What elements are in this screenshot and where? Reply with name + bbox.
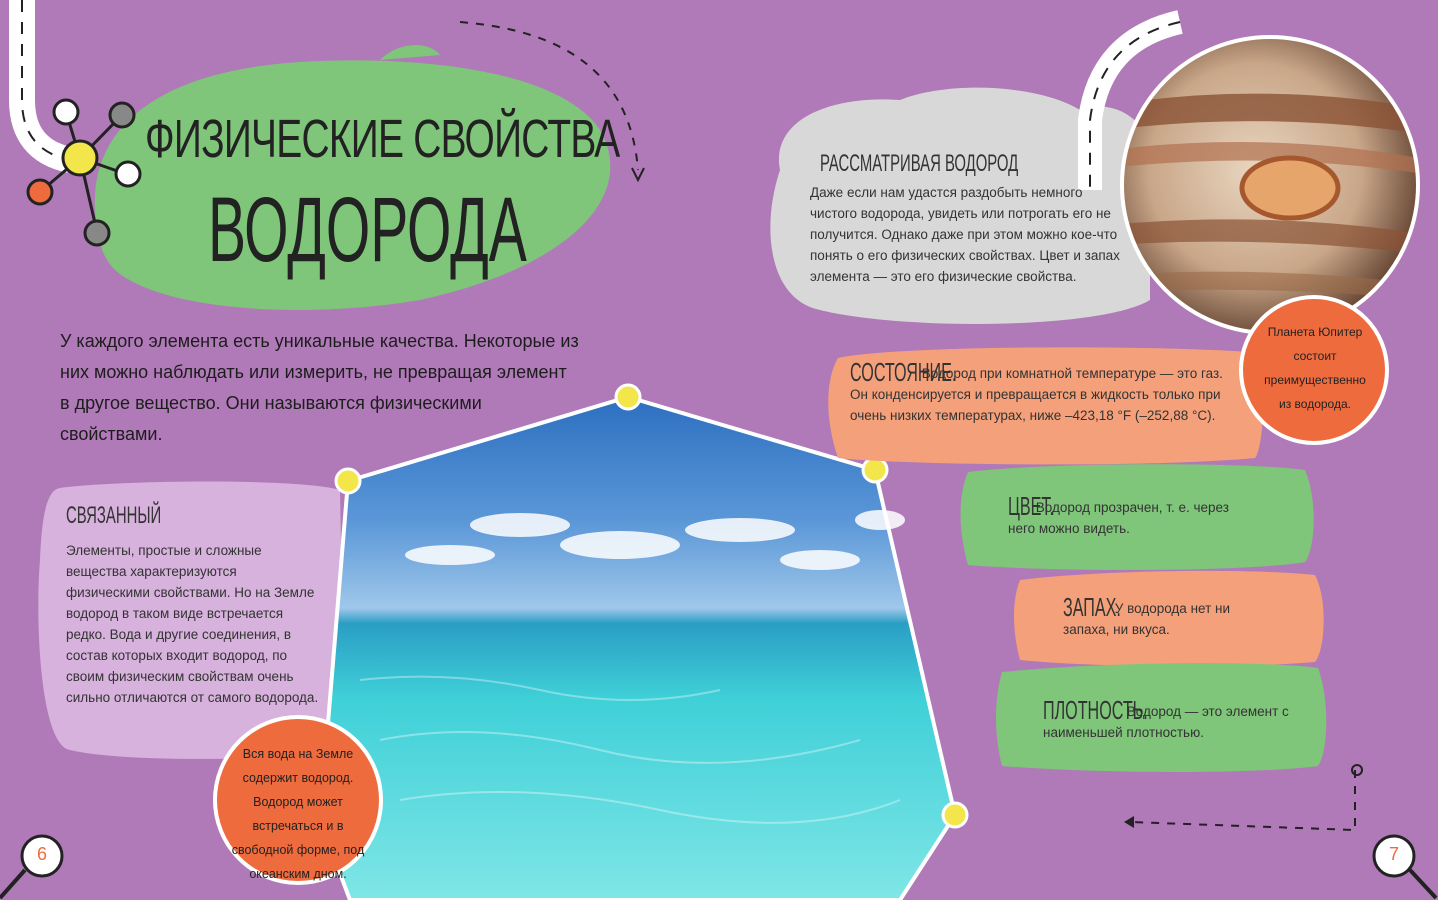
smell-heading: ЗАПАХ. <box>1063 592 1121 622</box>
state-text: Водород при комнатной температуре — это газ. Он конденсируется и превращается в жидкость только при очень низких температурах, ниже –423,18 °F (–252,88 °C). <box>850 366 1223 423</box>
state-heading: СОСТОЯНИЕ. <box>850 357 957 387</box>
considering-heading: РАССМАТРИВАЯ ВОДОРОД <box>820 150 1019 177</box>
considering-section <box>810 150 1130 287</box>
page-title-line1: ФИЗИЧЕСКИЕ СВОЙСТВА <box>145 109 620 169</box>
road-left <box>22 0 70 160</box>
density-section <box>1043 695 1318 743</box>
density-text: Водород — это элемент с наименьшей плотностью. <box>1043 704 1289 740</box>
page-number-right: 7 <box>1388 844 1399 864</box>
density-heading: ПЛОТНОСТЬ. <box>1043 695 1148 725</box>
smell-text: У водорода нет ни запаха, ни вкуса. <box>1063 601 1231 637</box>
page-title-line2: ВОДОРОДА <box>208 179 527 281</box>
color-heading: ЦВЕТ. <box>1008 491 1054 521</box>
jupiter-photo <box>1110 37 1430 333</box>
bound-text: Элементы, простые и сложные вещества характеризуются физическими свойствами. Но на Земле водород в таком виде встречается редко. Вода и другие соединения, в состав которых входит водород, по своим физическим свойствам очень сильно отличаются от самого водорода. <box>66 543 319 705</box>
intro-text: У каждого элемента есть уникальные качества. Некоторые из них можно наблюдать или измерить, не превращая элемент в другое вещество. Они называются физическими свойствами. <box>60 331 579 444</box>
smell-section <box>1063 592 1273 640</box>
jupiter-bubble-text: Планета Юпитер состоит преимущественно из водорода. <box>1264 325 1366 411</box>
water-bubble-text: Вся вода на Земле содержит водород. Водород может встречаться и в свободной форме, под океанским дном. <box>231 747 365 881</box>
considering-text: Даже если нам удастся раздобыть немного чистого водорода, увидеть или потрогать его не получится. Однако даже при этом можно кое-что понять о его физических свойствах. Цвет и запах элемента — это его физические свойства. <box>810 185 1120 284</box>
bound-heading: СВЯЗАННЫЙ <box>66 502 162 529</box>
bound-section <box>66 502 321 708</box>
ocean-photo <box>320 397 955 900</box>
color-text: Водород прозрачен, т. е. через него можно видеть. <box>1008 500 1229 536</box>
color-section <box>1008 491 1258 539</box>
page-number-left: 6 <box>36 844 47 864</box>
state-section <box>850 357 1235 426</box>
